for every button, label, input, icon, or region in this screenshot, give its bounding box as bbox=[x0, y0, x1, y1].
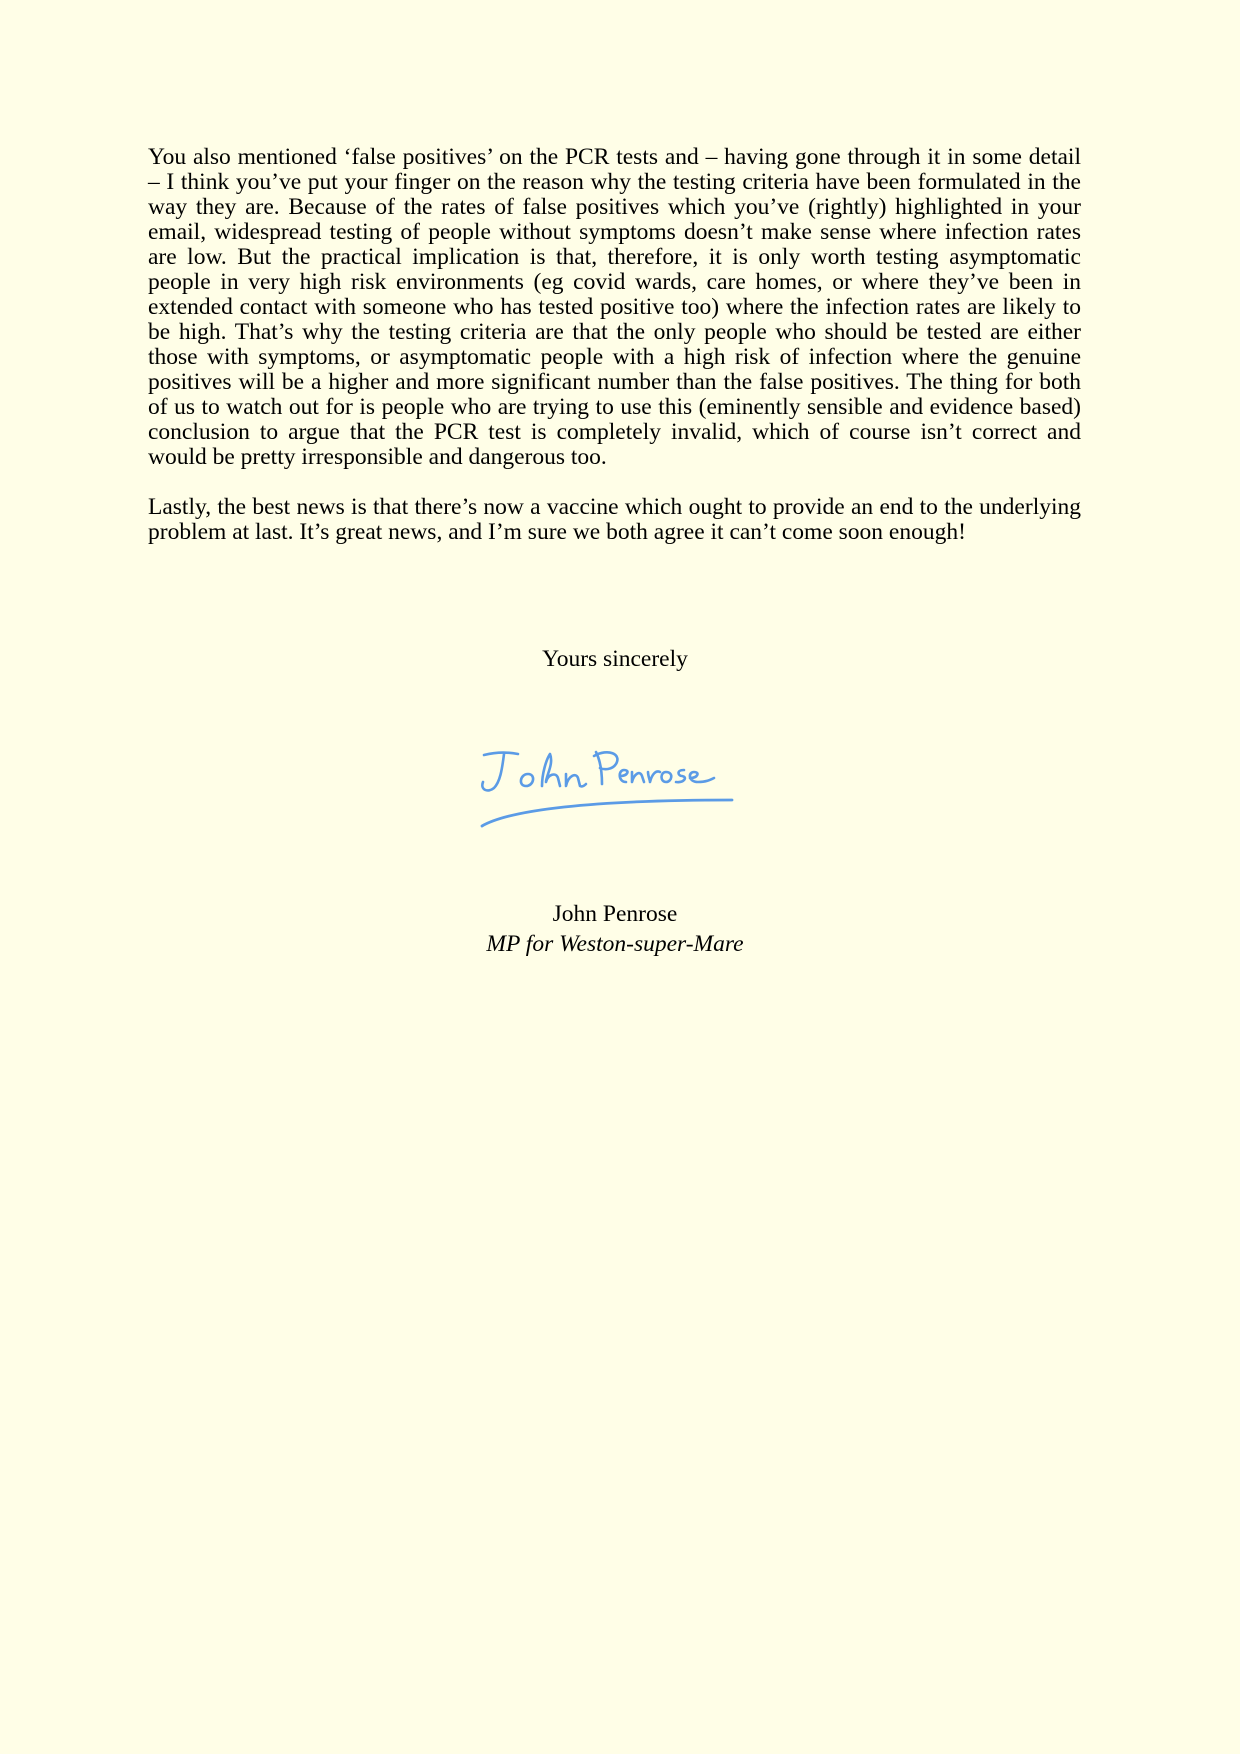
handwritten-signature bbox=[470, 730, 760, 840]
signer-name: John Penrose bbox=[552, 901, 678, 927]
paragraph-false-positives: You also mentioned ‘false positives’ on the PCR tests and – having gone through it in some detail – I think you’ve put your finger on the reason why the testing criteria have been formulated in the way they are. Because of the rates of false positives which you’ve (rightly) highlighted in your email, widespread testing of people without symptoms doesn’t make sense where infection rates are low. But the practical implication is that, therefore, it is only worth testing asymptomatic people in very high risk environments (eg covid wards, care homes, or where they’ve been in extended contact with someone who has tested positive too) where the infection rates are likely to be high. That’s why the testing criteria are that the only people who should be tested are either those with symptoms, or asymptomatic people with a high risk of infection where the genuine positives will be a higher and more significant number than the false positives. The thing for both of us to watch out for is people who are trying to use this (eminently sensible and evidence based) conclusion to argue that the PCR test is completely invalid, which of course isn’t correct and would be pretty irresponsible and dangerous too. bbox=[148, 144, 1081, 470]
salutation: Yours sincerely bbox=[542, 646, 688, 672]
paragraph-vaccine: Lastly, the best news is that there’s now a vaccine which ought to provide an end to the underlying problem at last. It’s great news, and I’m sure we both agree it can’t come soon enough! bbox=[148, 494, 1081, 545]
signer-title: MP for Weston-super-Mare bbox=[486, 931, 744, 957]
letter-body bbox=[148, 145, 1081, 570]
